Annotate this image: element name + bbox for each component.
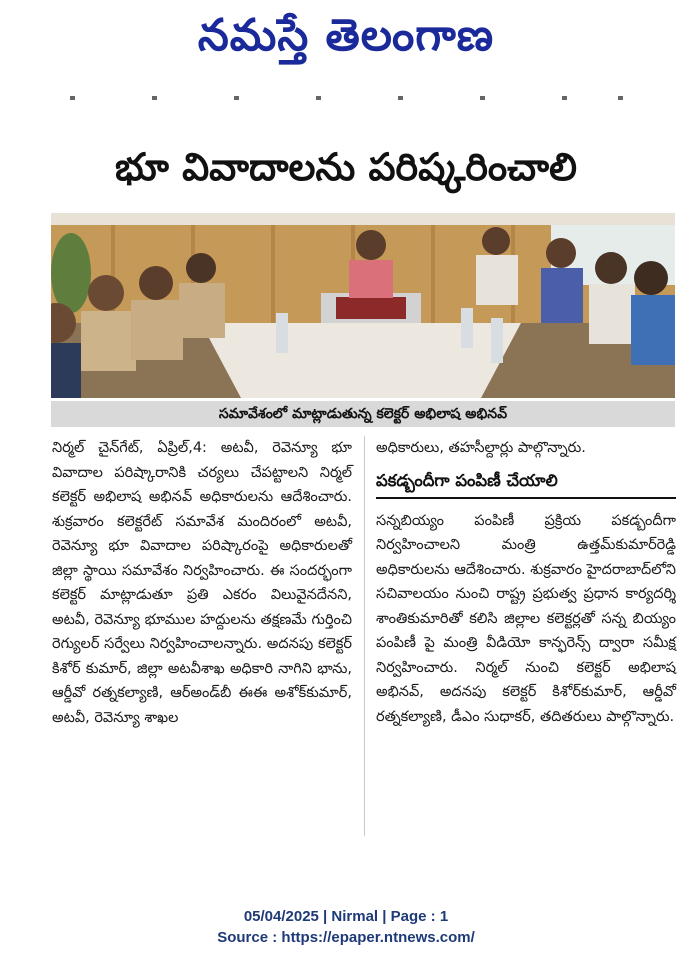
column-divider bbox=[364, 436, 365, 836]
right-column-intro: అధికారులు, తహసీల్దార్లు పాల్గొన్నారు. bbox=[376, 440, 586, 456]
photo-caption: సమావేశంలో మాట్లాడుతున్న కలెక్టర్ అభిలాష అభినవ్ bbox=[51, 401, 675, 427]
masthead-divider bbox=[66, 96, 626, 102]
article-subheading: పకడ్బందీగా పంపిణీ చేయాలి bbox=[376, 470, 558, 490]
newspaper-masthead bbox=[0, 6, 692, 66]
subheading-rule bbox=[376, 497, 676, 499]
article-column-left: నిర్మల్ చైన్‌గేట్, ఏప్రిల్,4: అటవీ, రెవెన్యూ భూ వివాదాల పరిష్కారానికి చర్యలు చేపట్టాలని నిర్మల్ కలెక్టర్ అభిలాష అభినవ్ అధికారులను ఆదేశించారు. శుక్రవారం కలెక్టరేట్ సమావేశ మందిరంలో అటవీ, రెవెన్యూ భూ వివాదాల పరిష్కారంపై అధికారులతో జిల్లా స్థాయి సమావేశం నిర్వహించారు. ఈ సందర్భంగా కలెక్టర్ మాట్లాడుతూ ప్రతి ఎకరం విలువైనదేనని, అటవీ, రెవెన్యూ భూముల హద్దులను తక్షణమే గుర్తించి రెగ్యులర్ సర్వేలు నిర్వహించాలన్నారు. అదనపు కలెక్టర్ కిశోర్ కుమార్, జిల్లా అటవీశాఖ అధికారి నాగిని భాను, ఆర్డీవో రత్నకల్యాణి, ఆర్‌అండ్‌బీ ఈఈ అశోక్‌కుమార్, అటవీ, రెవెన్యూ శాఖల bbox=[52, 440, 352, 726]
footer-date-line: 05/04/2025 | Nirmal | Page : 1 bbox=[243, 908, 449, 925]
meeting-photo bbox=[51, 213, 675, 398]
footer-source-line: Source : https://epaper.ntnews.com/ bbox=[217, 929, 475, 946]
page-footer bbox=[0, 906, 692, 948]
right-column-body: సన్నబియ్యం పంపిణీ ప్రక్రియ పకడ్బందీగా నిర్వహించాలని మంత్రి ఉత్తమ్‌కుమార్‌రెడ్డి అధికారులను ఆదేశించారు. శుక్రవారం హైదరాబాద్‌లోని సచివాలయం నుంచి రాష్ట్ర ప్రభుత్వ ప్రధాన కార్యదర్శి శాంతికుమారితో కలిసి జిల్లాల కలెక్టర్లతో సన్న బియ్యం పంపిణీ పై మంత్రి వీడియో కాన్ఫరెన్స్ ద్వారా సమీక్ష నిర్వహించారు. నిర్మల్ నుంచి కలెక్టర్ అభిలాష అభినవ్, అదనపు కలెక్టర్ కిశోర్‌కుమార్, ఆర్డీవో రత్నకల్యాణి, డీఎం సుధాకర్, తదితరులు పాల్గొన్నారు. bbox=[376, 512, 676, 725]
article-headline: భూ వివాదాలను పరిష్కరించాలి bbox=[115, 145, 577, 189]
masthead-title: నమస్తే తెలంగాణ bbox=[197, 10, 495, 61]
article-column-right bbox=[376, 436, 676, 729]
